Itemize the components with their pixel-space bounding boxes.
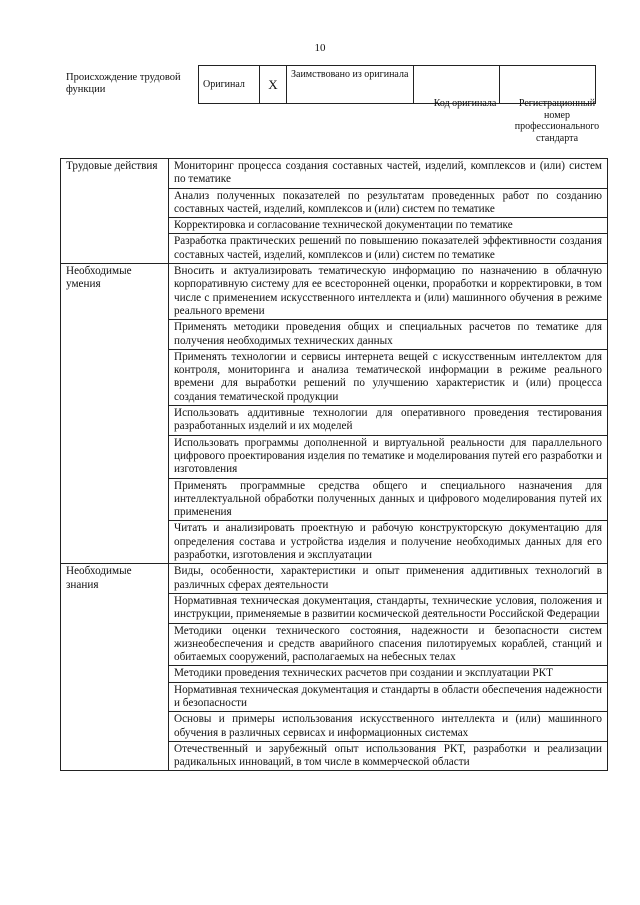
table-cell: Методики оценки технического состояния, надежности и безопасности систем жизнеобеспечения и средств аварийного спасения пилотируемых кораблей, станций и обитаемых сооружений, располагаемых на небесных телах (169, 623, 608, 666)
table-cell: Виды, особенности, характеристики и опыт применения аддитивных технологий в различных сферах деятельности (169, 564, 608, 594)
table-row (61, 264, 608, 320)
section-title: Трудовые действия (61, 159, 169, 264)
page-number: 10 (314, 42, 326, 54)
table-cell: Основы и примеры использования искусственного интеллекта и (или) машинного обучения в различных сервисах и информационных системах (169, 712, 608, 742)
origin-borrowed-cell: Заимствовано из оригинала (287, 66, 414, 104)
table-cell: Методики проведения технических расчетов при создании и эксплуатации РКТ (169, 666, 608, 682)
table-row (61, 159, 608, 189)
table-row (61, 564, 608, 594)
origin-mark-cell: X (260, 66, 287, 104)
table-cell: Читать и анализировать проектную и рабочую конструкторскую документацию для определения состава и устройства изделия и получение необходимых данных для его разработки, изготовления и эксплуатации (169, 521, 608, 564)
table-cell: Применять методики проведения общих и специальных расчетов по тематике для получения необходимых технических данных (169, 320, 608, 350)
table-cell: Вносить и актуализировать тематическую информацию по назначению в облачную корпоративную систему для ее всесторонней оценки, проработки и корректировки, в том числе с применением искусственного интеллекта и (или) машинного обучения в режиме реального времени (169, 264, 608, 320)
section-title: Необходимые знания (61, 564, 169, 771)
section-title: Необходимые умения (61, 264, 169, 564)
table-cell: Анализ полученных показателей по результатам проведенных работ по созданию составных частей, изделий, комплексов и (или) систем по тематике (169, 188, 608, 218)
table-cell: Отечественный и зарубежный опыт использования РКТ, разработки и реализации радикальных инноваций, в том числе в коммерческой области (169, 741, 608, 771)
table-cell: Разработка практических решений по повышению показателей эффективности создания составных частей, изделий, комплексов и (или) систем по тематике (169, 234, 608, 264)
table-cell: Применять технологии и сервисы интернета вещей с искусственным интеллектом для контроля, мониторинга и анализа тематической информации в режиме реального времени для выработки решений по улучшению характеристик и (или) процесса создания тематической продукции (169, 349, 608, 405)
reg-caption: Регистрационный номер профессионального стандарта (514, 98, 600, 144)
table-cell: Использовать аддитивные технологии для оперативного проведения тестирования разработанных изделий и их моделей (169, 406, 608, 436)
code-caption: Код оригинала (433, 98, 497, 109)
table-cell: Применять программные средства общего и специального назначения для интеллектуальной обработки полученных данных и цифрового моделирования путей их применения (169, 478, 608, 521)
table-cell: Нормативная техническая документация, стандарты, технические условия, положения и инструкции, применяемые в развитии космической деятельности Российской Федерации (169, 593, 608, 623)
table-cell: Корректировка и согласование технической документации по тематике (169, 218, 608, 234)
table-cell: Нормативная техническая документация и стандарты в области обеспечения надежности и безопасности (169, 682, 608, 712)
table-cell: Мониторинг процесса создания составных частей, изделий, комплексов и (или) систем по тематике (169, 159, 608, 189)
origin-label: Происхождение трудовой функции (66, 72, 181, 95)
origin-original-cell: Оригинал (199, 66, 260, 104)
function-table (60, 158, 608, 771)
table-cell: Использовать программы дополненной и виртуальной реальности для параллельного цифрового проектирования изделия по тематике и моделирования путей его разработки и изготовления (169, 435, 608, 478)
